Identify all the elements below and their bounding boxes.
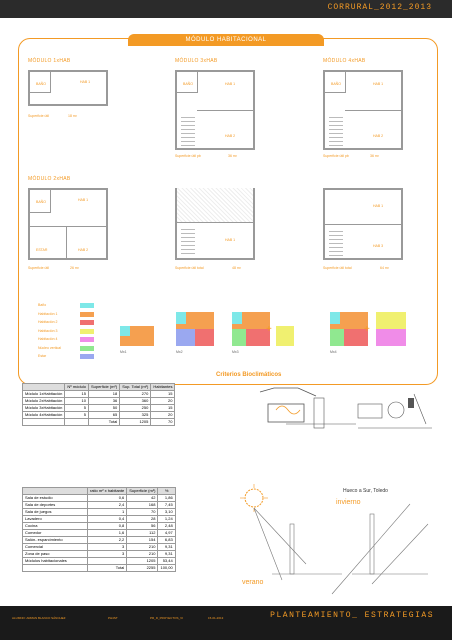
table-cell: 3 <box>88 551 127 558</box>
table-cell: 1,6 <box>88 530 127 537</box>
footer <box>0 606 452 640</box>
legend-swatch <box>80 312 94 317</box>
module-2-diagram <box>176 312 214 346</box>
legend-swatch <box>80 320 94 325</box>
room-label: BAÑO <box>36 82 46 86</box>
surface-label: Superficie útil total <box>323 266 352 270</box>
table-cell: Sala de juegos <box>23 509 88 516</box>
module-2-plan <box>28 188 108 260</box>
table-cell: 1,24 <box>158 516 175 523</box>
legend-label: Habitación 4 <box>38 337 58 341</box>
table-cell: 6,83 <box>158 537 175 544</box>
surface-value: 18 m² <box>68 114 77 118</box>
module-2-title: MÓDULO 2xHAB <box>28 176 71 182</box>
panel-title: MÓDULO HABITACIONAL <box>128 34 324 46</box>
bioclimatic-diagram <box>246 384 436 440</box>
room-label: ESTAR <box>36 248 48 252</box>
brand-title: CORRURAL_2012_2013 <box>327 3 432 12</box>
table-cell: 270 <box>120 391 151 398</box>
table-cell: Comedor <box>23 530 88 537</box>
top-bar <box>0 0 452 18</box>
surface-value: 36 m² <box>228 154 237 158</box>
table-cell: 4,97 <box>158 530 175 537</box>
table-cell: 210 <box>127 551 158 558</box>
table-cell: 250 <box>120 405 151 412</box>
table-row <box>23 495 176 502</box>
table-cell: 5 <box>65 412 89 419</box>
table-cell: 360 <box>120 398 151 405</box>
table-cell: 5 <box>65 405 89 412</box>
table-cell: 0,6 <box>88 495 127 502</box>
legend-swatch <box>80 346 94 351</box>
plus-icon: + <box>364 324 370 335</box>
invierno-label: invierno <box>336 499 361 506</box>
legend-swatch <box>80 303 94 308</box>
table-cell: 56 <box>127 523 158 530</box>
table-cell: 15 <box>151 391 175 398</box>
table-row <box>23 537 176 544</box>
table-cell: 15 <box>65 391 89 398</box>
room-label: HAB 1 <box>225 82 236 86</box>
sun-diagram <box>232 484 436 600</box>
module-4-extra-diagram <box>376 312 406 346</box>
table-cell: 36 <box>88 398 119 405</box>
table-cell <box>88 558 127 565</box>
table-header-cell: ratio m² x habitante <box>88 488 127 495</box>
table-cell: 7,45 <box>158 502 175 509</box>
table-row <box>23 405 175 412</box>
surface-label: Superficie útil <box>28 114 50 118</box>
surface-label: Superficie útil pb <box>323 154 349 158</box>
table-cell: 1,86 <box>158 495 175 502</box>
table-cell: Cocina <box>23 523 88 530</box>
table-cell: 112 <box>127 530 158 537</box>
table-cell: 168 <box>127 502 158 509</box>
room-label: HAB 1 <box>225 238 236 242</box>
table-cell: 1205 <box>120 419 151 426</box>
table-cell: 10 <box>65 398 89 405</box>
module-1-diagram-label: Mx1 <box>120 350 127 354</box>
table-cell: Zona de paso <box>23 551 88 558</box>
table-row <box>23 509 176 516</box>
room-label: BAÑO <box>331 82 341 86</box>
module-3-title: MÓDULO 3xHAB <box>175 58 218 64</box>
table-cell: Módulo 1xHabitación <box>23 391 65 398</box>
table-cell: 9,31 <box>158 544 175 551</box>
modules-table <box>22 383 175 426</box>
table-cell: Total <box>88 565 127 572</box>
table-cell: 50 <box>88 405 119 412</box>
table-cell: 3,10 <box>158 509 175 516</box>
table-cell: Total <box>88 419 119 426</box>
surface-label: Superficie útil <box>28 266 50 270</box>
table-cell: 20 <box>151 398 175 405</box>
table-header-cell <box>23 488 88 495</box>
table-cell: 1 <box>88 509 127 516</box>
table-cell: 325 <box>120 412 151 419</box>
room-label: BAÑO <box>183 82 193 86</box>
table-header-cell: Sup. Total (m²) <box>120 384 151 391</box>
footer-code: PH4ST <box>108 616 118 620</box>
table-cell: 2,48 <box>158 523 175 530</box>
table-cell: 65 <box>88 412 119 419</box>
plus-icon: + <box>266 324 272 335</box>
table-cell: 42 <box>127 495 158 502</box>
legend-label: Habitación 1 <box>38 311 58 316</box>
table-cell: 53,44 <box>158 558 175 565</box>
table-cell: 3 <box>88 544 127 551</box>
legend-label: Habitación 2 <box>38 320 58 324</box>
table-cell: 28 <box>127 516 158 523</box>
module-3-plan <box>175 70 255 150</box>
table-row <box>23 502 176 509</box>
module-4-upper-plan <box>323 188 403 260</box>
table-header-cell: Superficie (m²) <box>88 384 119 391</box>
module-3-upper-plan <box>175 188 255 260</box>
table-row <box>23 558 176 565</box>
legend-label: Habitación 3 <box>38 328 58 333</box>
table-cell: 2,4 <box>88 502 127 509</box>
table-cell: Sala de deportes <box>23 502 88 509</box>
table-cell: 0,8 <box>88 523 127 530</box>
table-cell: 70 <box>127 509 158 516</box>
room-label: HAB 2 <box>225 134 236 138</box>
table-cell: 2,2 <box>88 537 127 544</box>
legend-label: Baño <box>38 303 47 307</box>
surface-value: 26 m² <box>70 266 79 270</box>
legend-swatch <box>80 354 94 359</box>
surface-label: Superficie útil total <box>175 266 204 270</box>
footer-title: PLANTEAMIENTO_ ESTRATEGIAS <box>270 611 434 620</box>
table-total-row <box>23 419 175 426</box>
table-total-row <box>23 565 176 572</box>
table-cell: 2255 <box>127 565 158 572</box>
module-4-diagram-label: Mx4 <box>330 350 337 354</box>
table-header-cell <box>23 384 65 391</box>
table-cell: Lavadero <box>23 516 88 523</box>
module-1-title: MÓDULO 1xHAB <box>28 58 71 64</box>
table-cell: Módulo 2xHabitación <box>23 398 65 405</box>
table-cell: 1205 <box>127 558 158 565</box>
table-cell: 154 <box>127 537 158 544</box>
table-cell: 70 <box>151 419 175 426</box>
legend-swatch <box>80 337 94 342</box>
table-header-cell: Superficie (m²) <box>127 488 158 495</box>
footer-alumno: ALUMNO: ARMAN BLANCO SÁNCHEZ <box>12 616 66 620</box>
module-3-diagram <box>232 312 270 346</box>
room-label: BAÑO <box>36 200 46 204</box>
table-header-cell: % <box>158 488 175 495</box>
room-label: HAB 3 <box>373 244 384 248</box>
table-cell: Salón- esparcimiento <box>23 537 88 544</box>
criterios-title: Criterios Bioclimáticos <box>216 372 282 378</box>
sun-diagram-title: Hueco a Sur, Toledo <box>343 488 388 494</box>
surface-value: 36 m² <box>370 154 379 158</box>
verano-label: verano <box>242 579 264 586</box>
legend-label: Estar <box>38 354 47 358</box>
table-cell: Módulos habitacionales <box>23 558 88 565</box>
legend-swatch <box>80 329 94 334</box>
room-label: HAB 1 <box>78 198 89 202</box>
program-table <box>22 487 176 572</box>
surface-label: Superficie útil pb <box>175 154 201 158</box>
table-cell: 9,31 <box>158 551 175 558</box>
surface-value: 48 m² <box>232 266 241 270</box>
module-4-diagram <box>330 312 368 346</box>
surface-value: 64 m² <box>380 266 389 270</box>
table-row <box>23 530 176 537</box>
footer-date: 15-01-2013 <box>208 616 224 620</box>
table-cell: 18 <box>88 391 119 398</box>
room-label: HAB 2 <box>78 248 89 252</box>
table-cell: Sala de estudio <box>23 495 88 502</box>
table-cell: Módulo 4xHabitación <box>23 412 65 419</box>
room-label: HAB 1 <box>373 204 384 208</box>
room-label: HAB 1 <box>373 82 384 86</box>
table-cell: 15 <box>151 405 175 412</box>
legend-label: Núcleo vertical <box>38 345 61 350</box>
table-header-cell: Nº módulo <box>65 384 89 391</box>
room-label: HAB 2 <box>373 134 384 138</box>
module-4-plan <box>323 70 403 150</box>
table-row <box>23 544 176 551</box>
table-row <box>23 412 175 419</box>
table-cell: 0,4 <box>88 516 127 523</box>
module-1-plan <box>28 70 108 106</box>
table-row <box>23 551 176 558</box>
table-cell: 20 <box>151 412 175 419</box>
table-cell: Módulo 3xHabitación <box>23 405 65 412</box>
table-cell: 100,00 <box>158 565 175 572</box>
table-cell: Comercial <box>23 544 88 551</box>
table-header-cell: Habitantes <box>151 384 175 391</box>
footer-subject: PR_D_PROYECTOS_VI <box>150 616 183 620</box>
module-4-title: MÓDULO 4xHAB <box>323 58 366 64</box>
table-row <box>23 391 175 398</box>
module-1-diagram <box>120 326 154 346</box>
table-row <box>23 398 175 405</box>
room-label: HAB 1 <box>80 80 91 84</box>
module-3-extra-diagram <box>276 326 294 346</box>
module-3-diagram-label: Mx3 <box>232 350 239 354</box>
table-row <box>23 516 176 523</box>
module-2-diagram-label: Mx2 <box>176 350 183 354</box>
table-cell: 210 <box>127 544 158 551</box>
table-row <box>23 523 176 530</box>
